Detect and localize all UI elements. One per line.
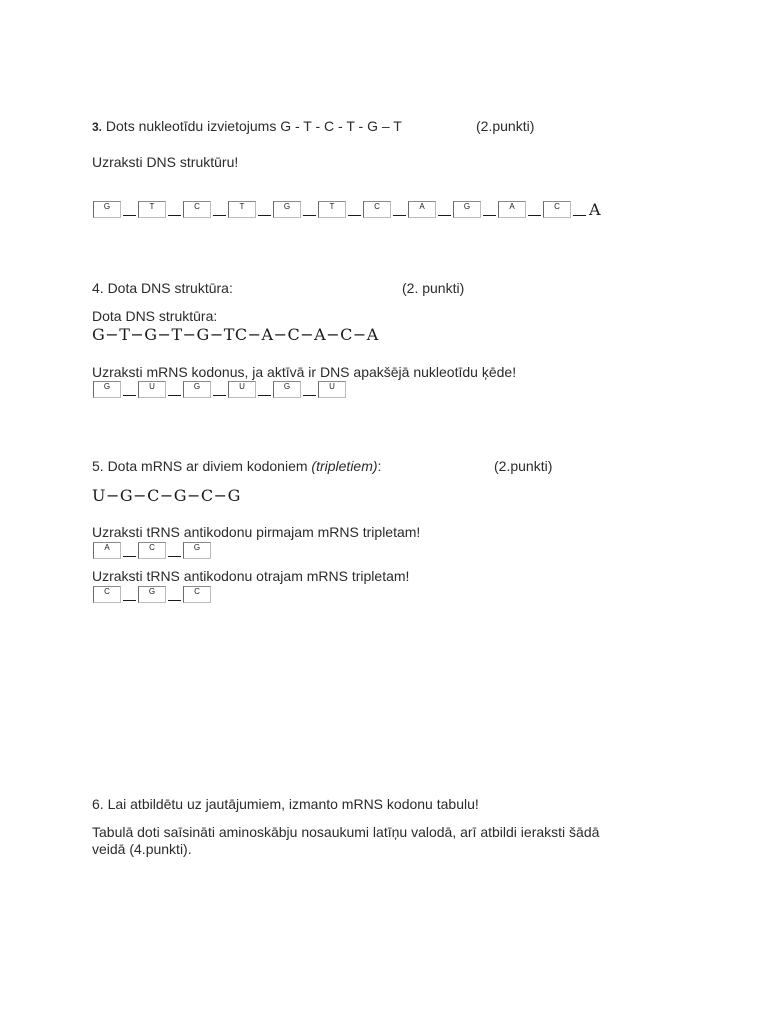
bond-dash	[213, 215, 226, 216]
nucleotide-answer-box[interactable]: U	[318, 381, 346, 398]
q3-title-text: Dots nukleotīdu izvietojums G - T - C - T - G – T	[102, 118, 402, 134]
nucleotide-answer-box[interactable]: G	[183, 542, 211, 559]
nucleotide-answer-box[interactable]: C	[543, 201, 571, 218]
bond-dash	[573, 215, 586, 216]
q6-title: 6. Lai atbildētu uz jautājumiem, izmanto mRNS kodonu tabulu!	[92, 796, 479, 812]
bond-dash	[303, 395, 316, 396]
nucleotide-answer-box[interactable]: C	[138, 542, 166, 559]
nucleotide-answer-box[interactable]: G	[93, 381, 121, 398]
q5-answer-boxes-2	[93, 586, 211, 603]
nucleotide-answer-box[interactable]: G	[273, 201, 301, 218]
q5-title-italic: (tripletiem)	[311, 458, 378, 474]
q3-instruction: Uzraksti DNS struktūru!	[92, 154, 239, 170]
q5-title-text: 5. Dota mRNS ar diviem kodoniem	[92, 458, 312, 474]
bond-dash	[168, 215, 181, 216]
q3-title	[92, 118, 402, 136]
nucleotide-answer-box[interactable]: T	[138, 201, 166, 218]
nucleotide-answer-box[interactable]: C	[183, 201, 211, 218]
q5-answer-boxes-1	[93, 542, 211, 559]
bond-dash	[213, 395, 226, 396]
nucleotide-answer-box[interactable]: G	[273, 381, 301, 398]
bond-dash	[123, 395, 136, 396]
tail-nucleotide: A	[589, 200, 601, 219]
q4-label: Dota DNS struktūra:	[92, 308, 218, 324]
bond-dash	[303, 215, 316, 216]
q5-title	[92, 458, 381, 475]
bond-dash	[123, 215, 136, 216]
bond-dash	[348, 215, 361, 216]
q3-number: 3.	[92, 120, 103, 134]
q4-instruction: Uzraksti mRNS kodonus, ja aktīvā ir DNS apakšējā nukleotīdu ķēde!	[92, 364, 517, 380]
q5-title-colon: :	[377, 458, 382, 474]
bond-dash	[168, 600, 181, 601]
nucleotide-answer-box[interactable]: T	[318, 201, 346, 218]
bond-dash	[393, 215, 406, 216]
bond-dash	[168, 556, 181, 557]
nucleotide-answer-box[interactable]: C	[93, 586, 121, 603]
q4-answer-boxes	[93, 381, 346, 398]
q6-line-2: veidā (4.punkti).	[92, 841, 192, 857]
nucleotide-answer-box[interactable]: T	[228, 201, 256, 218]
bond-dash	[258, 395, 271, 396]
nucleotide-answer-box[interactable]: C	[183, 586, 211, 603]
q5-mrna-sequence: U−G−C−G−C−G	[92, 486, 241, 505]
nucleotide-answer-box[interactable]: G	[138, 586, 166, 603]
nucleotide-answer-box[interactable]: A	[408, 201, 436, 218]
bond-dash	[123, 556, 136, 557]
q4-points: (2. punkti)	[402, 280, 465, 296]
nucleotide-answer-box[interactable]: U	[138, 381, 166, 398]
q4-title: 4. Dota DNS struktūra:	[92, 280, 233, 296]
nucleotide-answer-box[interactable]: A	[93, 542, 121, 559]
q5-points: (2.punkti)	[494, 458, 553, 474]
bond-dash	[123, 600, 136, 601]
nucleotide-answer-box[interactable]: U	[228, 381, 256, 398]
q3-points: (2.punkti)	[476, 118, 535, 134]
bond-dash	[258, 215, 271, 216]
q4-dna-sequence: G−T−G−T−G−TC−A−C−A−C−A	[92, 325, 379, 344]
nucleotide-answer-box[interactable]: G	[183, 381, 211, 398]
q5-instruction-1: Uzraksti tRNS antikodonu pirmajam mRNS tripletam!	[92, 524, 421, 540]
bond-dash	[438, 215, 451, 216]
q5-instruction-2: Uzraksti tRNS antikodonu otrajam mRNS tripletam!	[92, 568, 410, 584]
bond-dash	[483, 215, 496, 216]
bond-dash	[528, 215, 541, 216]
nucleotide-answer-box[interactable]: G	[93, 201, 121, 218]
bond-dash	[168, 395, 181, 396]
nucleotide-answer-box[interactable]: C	[363, 201, 391, 218]
q6-line-1: Tabulā doti saīsināti aminoskābju nosaukumi latīņu valodā, arī atbildi ieraksti šādā	[92, 824, 600, 840]
nucleotide-answer-box[interactable]: G	[453, 201, 481, 218]
nucleotide-answer-box[interactable]: A	[498, 201, 526, 218]
q3-answer-boxes	[93, 201, 601, 218]
